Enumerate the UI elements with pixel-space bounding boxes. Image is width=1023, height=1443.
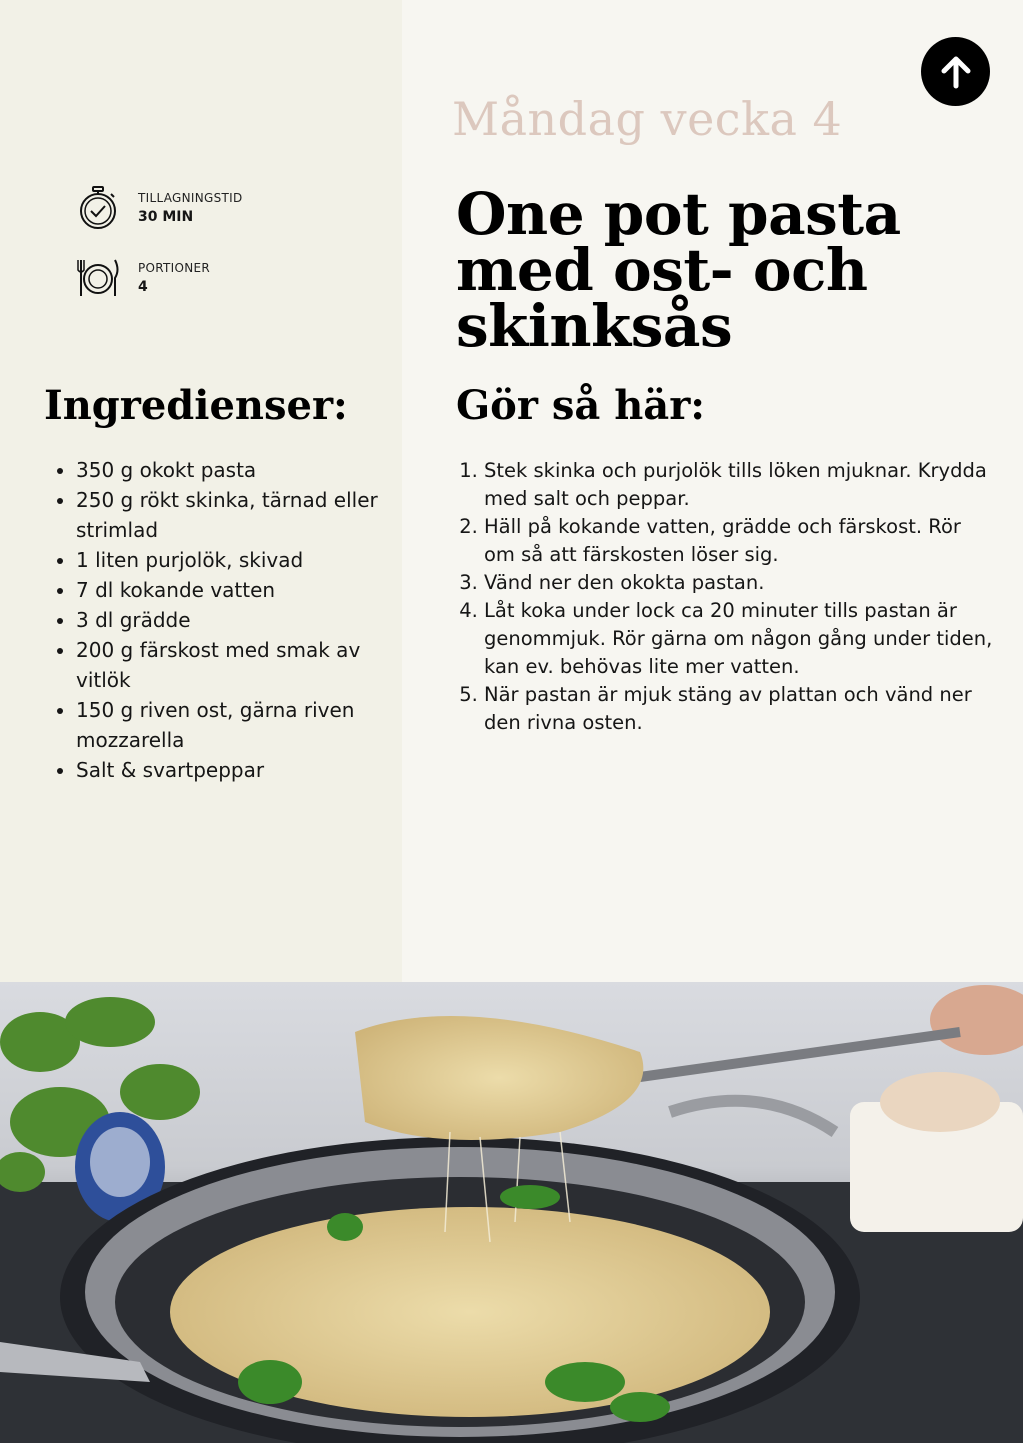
instruction-step: 5. När pastan är mjuk stäng av plattan och vänd ner den rivna osten. xyxy=(484,681,994,737)
cooking-time-label: TILLAGNINGSTID xyxy=(138,191,243,205)
ingredient-item: • 1 liten purjolök, skivad xyxy=(76,545,406,575)
arrow-up-icon xyxy=(936,52,976,92)
plate-cutlery-icon xyxy=(76,256,120,300)
ingredient-item: • 150 g riven ost, gärna riven mozzarella xyxy=(76,695,406,755)
food-photo xyxy=(0,982,1023,1443)
scroll-up-button[interactable] xyxy=(921,37,990,106)
cooking-time-value: 30 MIN xyxy=(138,209,194,225)
instructions-list xyxy=(460,457,994,737)
servings-label: PORTIONER xyxy=(138,261,211,275)
ingredient-item: • 250 g rökt skinka, tärnad eller strimlad xyxy=(76,485,406,545)
instructions-title: Gör så här: xyxy=(456,382,706,429)
servings-value: 4 xyxy=(138,279,148,295)
ingredient-item: • 3 dl grädde xyxy=(76,605,406,635)
ingredient-item: • 200 g färskost med smak av vitlök xyxy=(76,635,406,695)
day-title: Måndag vecka 4 xyxy=(452,92,843,146)
instruction-step: 1. Stek skinka och purjolök tills löken mjuknar. Krydda med salt och peppar. xyxy=(484,457,994,513)
stopwatch-icon xyxy=(76,186,120,230)
servings xyxy=(76,256,210,300)
ingredients-list xyxy=(44,455,406,785)
ingredient-item: • Salt & svartpeppar xyxy=(76,755,406,785)
ingredient-item: • 7 dl kokande vatten xyxy=(76,575,406,605)
instruction-step: 4. Låt koka under lock ca 20 minuter tills pastan är genommjuk. Rör gärna om någon gång under tiden, kan ev. behövas lite mer vatten. xyxy=(484,597,994,681)
ingredients-title: Ingredienser: xyxy=(44,382,348,429)
ingredient-item: • 350 g okokt pasta xyxy=(76,455,406,485)
recipe-title: One pot pasta med ost- och skinksås xyxy=(456,180,901,360)
instruction-step: 3. Vänd ner den okokta pastan. xyxy=(484,569,994,597)
cooking-time xyxy=(76,186,243,230)
instruction-step: 2. Häll på kokande vatten, grädde och färskost. Rör om så att färskosten löser sig. xyxy=(484,513,994,569)
